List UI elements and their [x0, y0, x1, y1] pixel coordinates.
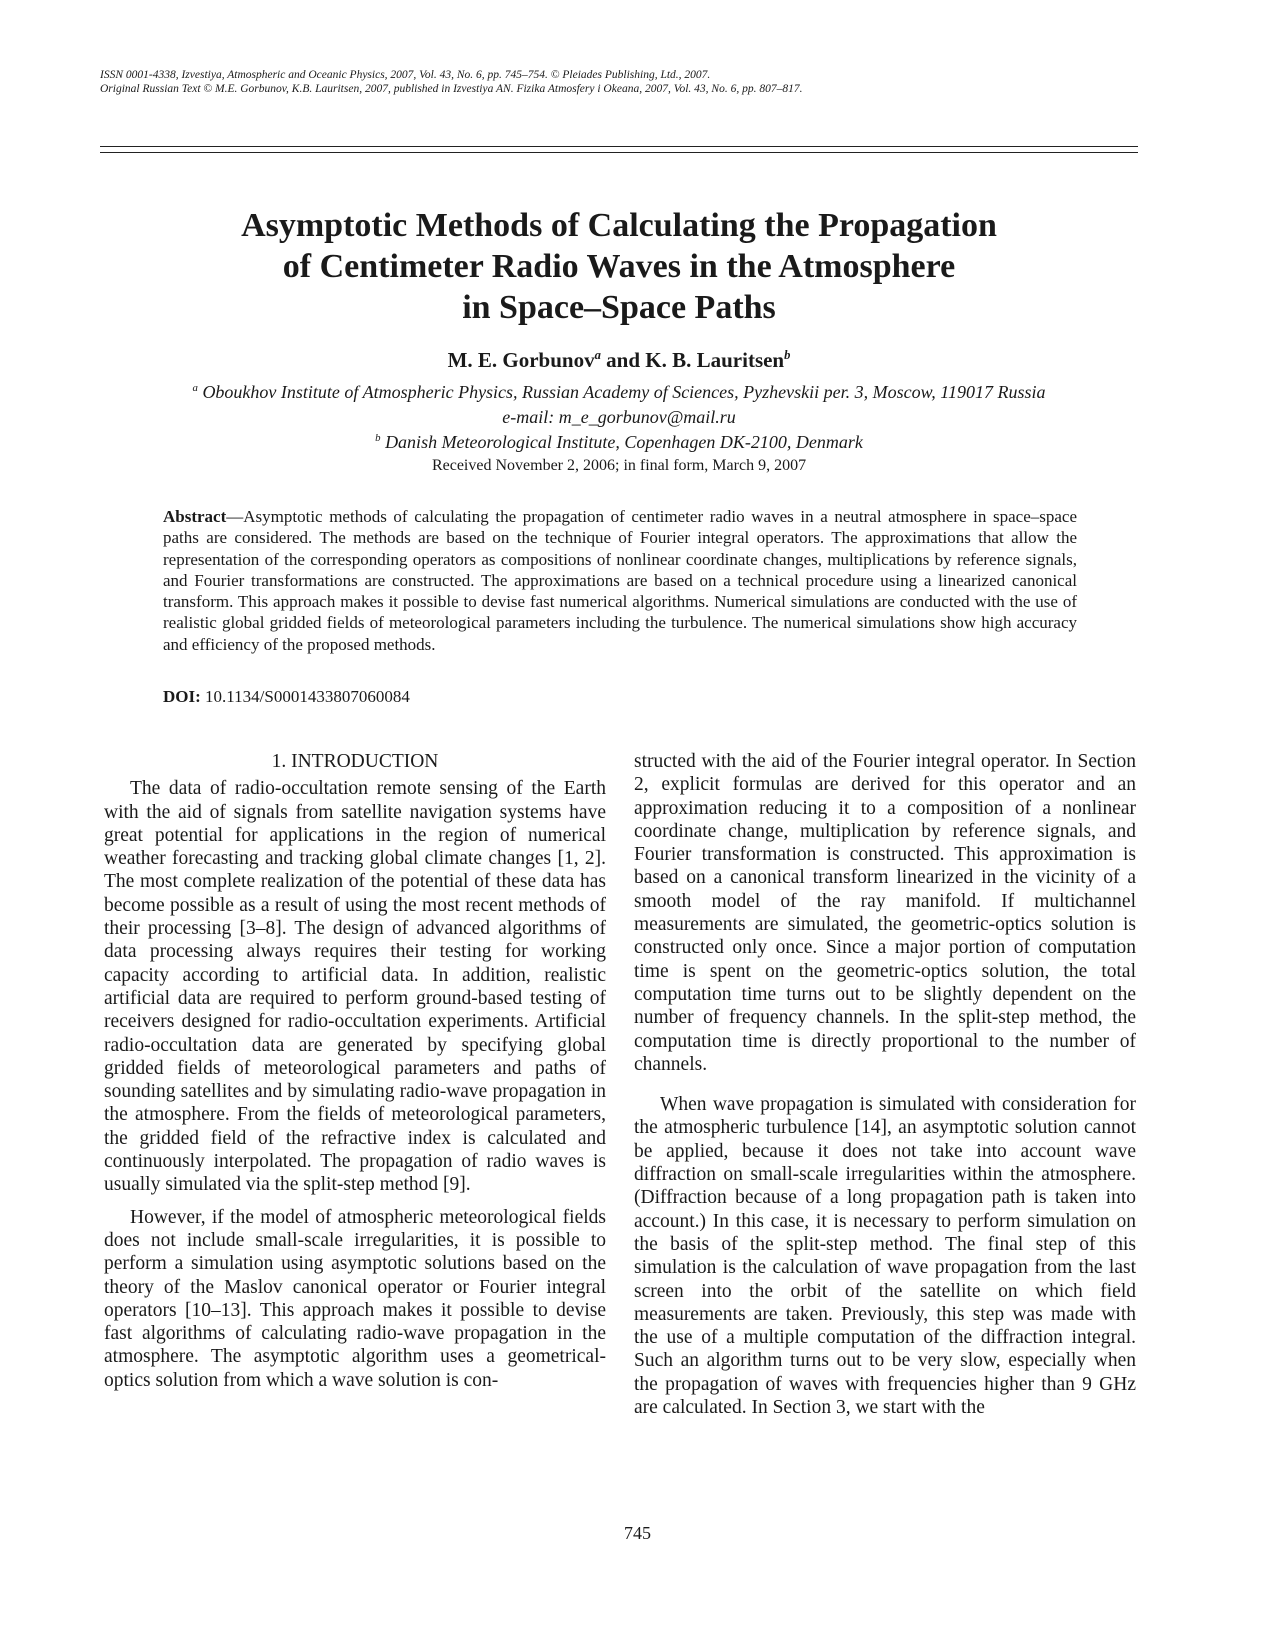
abstract-label: Abstract	[163, 507, 227, 526]
authors	[100, 347, 1138, 373]
affiliation-a	[100, 381, 1138, 403]
section-heading: 1. INTRODUCTION	[271, 751, 439, 772]
author-2-affil-mark: b	[784, 348, 791, 362]
header-rule-bottom	[100, 152, 1138, 153]
original-text-line: Original Russian Text © M.E. Gorbunov, K.B. Lauritsen, 2007, published in Izvestiya AN. Fizika Atmosfery i Okeana, 2007, Vol. 43, No. 6, pp. 807–817.	[100, 83, 803, 95]
author-email: e-mail: m_e_gorbunov@mail.ru	[502, 407, 736, 427]
paragraph: structed with the aid of the Fourier integral operator. In Section 2, explicit formulas are derived for this operator and an approximation reducing it to a composition of a nonlinear coordinate change, multiplication by reference signals, and Fourier transformation is constructed. This approximation is based on a canonical transform linearized in the vicinity of a smooth model of the ray manifold. If multichannel measurements are simulated, the geometric-optics solution is constructed only once. Since a major portion of computation time is spent on the geometric-optics solution, the total computation time turns out to be slightly dependent on the number of frequency channels. In the split-step method, the computation time is directly proportional to the number of channels.	[634, 751, 1136, 1075]
title-line-2: of Centimeter Radio Waves in the Atmosphere	[282, 248, 956, 285]
affiliation-a-text: Oboukhov Institute of Atmospheric Physics, Russian Academy of Sciences, Pyzhevskii per. 3, Moscow, 119017 Russia	[197, 382, 1046, 402]
author-2: K. B. Lauritsen	[645, 348, 785, 372]
journal-citation-line: ISSN 0001-4338, Izvestiya, Atmospheric and Oceanic Physics, 2007, Vol. 43, No. 6, pp. 745–754. © Pleiades Publishing, Ltd., 2007.	[100, 69, 711, 81]
paragraph: When wave propagation is simulated with consideration for the atmospheric turbulence [14], an asymptotic solution cannot be applied, because it does not take into account wave diffraction on small-scale irregularities within the atmosphere. (Diffraction because of a long propagation path is taken into account.) In this case, it is necessary to perform simulation on the basis of the split-step method. The final step of this simulation is the calculation of wave propagation from the last screen into the orbit of the satellite on which field measurements are taken. Previously, this step was made with the use of a multiple computation of the diffraction integral. Such an algorithm turns out to be very slow, especially when the propagation of waves with frequencies higher than 9 GHz are calculated. In Section 3, we start with the	[634, 1094, 1136, 1419]
authors-conjunction: and	[600, 348, 646, 372]
doi-value: 10.1134/S0001433807060084	[200, 687, 410, 706]
journal-header	[100, 68, 1100, 96]
abstract-text: —Asymptotic methods of calculating the propagation of centimeter radio waves in a neutral atmosphere in space–space paths are considered. The methods are based on the technique of Fourier integral operators. The approximations that allow the representation of the corresponding operators as compositions of nonlinear coordinate changes, multiplications by reference signals, and Fourier transformations are constructed. The approximations are based on a technical procedure using a linearized canonical transform. This approach makes it possible to devise fast numerical algorithms. Numerical simulations are conducted with the use of realistic global gridded fields of meteorological parameters including the turbulence. The numerical simulations show high accuracy and efficiency of the proposed methods.	[163, 507, 1077, 654]
abstract	[163, 506, 1077, 655]
title-line-3: in Space–Space Paths	[462, 289, 776, 326]
paper-title	[100, 205, 1138, 328]
left-column	[104, 750, 606, 1392]
doi	[163, 686, 1077, 707]
paragraph: However, if the model of atmospheric meteorological fields does not include small-scale irregularities, it is possible to perform a simulation using asymptotic solutions based on the theory of the Maslov canonical operator or Fourier integral operators [10–13]. This approach makes it possible to devise fast algorithms of calculating radio-wave propagation in the atmosphere. The asymptotic algorithm uses a geometrical-optics solution from which a wave solution is con-	[104, 1206, 606, 1391]
header-rule-top	[100, 146, 1138, 147]
affiliation-a-mark: a	[192, 382, 198, 394]
received-dates: Received November 2, 2006; in final form, March 9, 2007	[431, 457, 807, 474]
affiliation-b	[100, 431, 1138, 453]
doi-label: DOI:	[163, 687, 201, 706]
page-number: 745	[624, 1523, 651, 1543]
affiliation-b-text: Danish Meteorological Institute, Copenhagen DK-2100, Denmark	[380, 432, 863, 452]
author-1: M. E. Gorbunov	[447, 348, 595, 372]
paragraph: The data of radio-occultation remote sensing of the Earth with the aid of signals from satellite navigation systems have great potential for applications in the region of numerical weather forecasting and tracking global climate changes [1, 2]. The most complete realization of the potential of these data has become possible as a result of using the most recent methods of their processing [3–8]. The design of advanced algorithms of data processing always requires their testing for working capacity according to artificial data. In addition, realistic artificial data are required to perform ground-based testing of receivers designed for radio-occultation experiments. Artificial radio-occultation data are generated by specifying global gridded fields of meteorological parameters and paths of sounding satellites and by simulating radio-wave propagation in the atmosphere. From the fields of meteorological parameters, the gridded field of the refractive index is calculated and continuously interpolated. The propagation of radio waves is usually simulated via the split-step method [9].	[104, 778, 606, 1196]
title-line-1: Asymptotic Methods of Calculating the Propagation	[241, 207, 997, 244]
author-1-affil-mark: a	[594, 348, 601, 362]
affiliation-b-mark: b	[375, 432, 381, 444]
right-column	[634, 750, 1136, 1419]
